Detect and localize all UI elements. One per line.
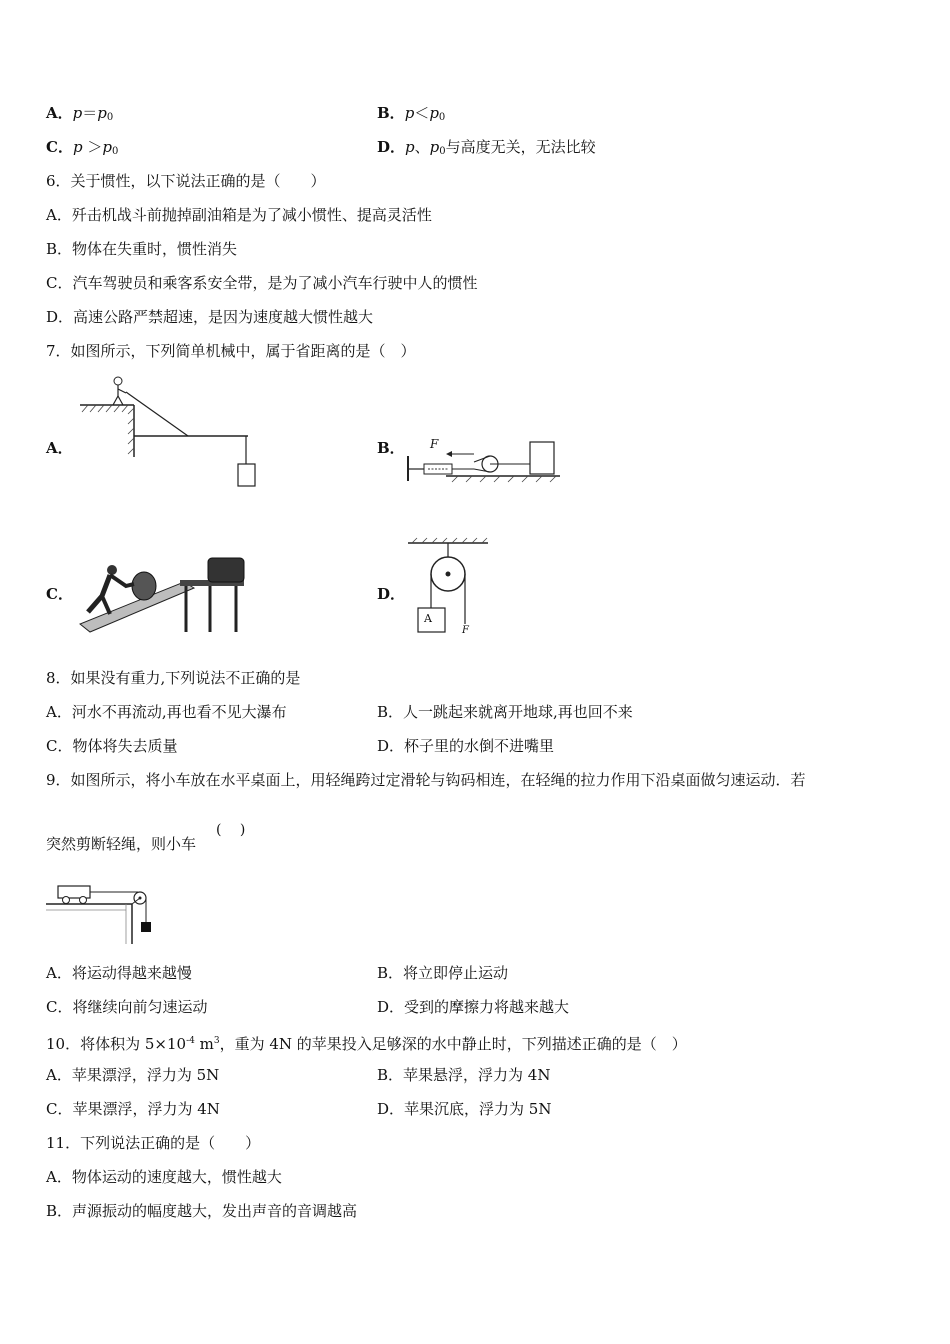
- q8-option-c: C．物体将失去质量: [46, 737, 178, 755]
- q5-option-b-op: ＜: [414, 104, 430, 122]
- q10-option-b: B．苹果悬浮，浮力为 4N: [377, 1066, 551, 1084]
- q7-figure-c-ramp: [74, 556, 250, 636]
- q6-option-d: D．高速公路严禁超速，是因为速度越大惯性越大: [46, 308, 374, 326]
- q5-option-a-label: A．: [46, 104, 73, 122]
- q9-stem-line2: 突然剪断轻绳，则小车: [46, 835, 197, 853]
- q7-option-b-label: B．: [377, 439, 405, 457]
- q5-option-d-var: p: [405, 138, 415, 156]
- q5-option-b: [377, 103, 445, 128]
- q10-stem-post: ，重为 4N 的苹果投入足够深的水中静止时，下列描述正确的是（ ）: [219, 1035, 687, 1053]
- q5-option-a-op: ＝: [82, 104, 98, 122]
- q5-option-a-var2: p: [97, 104, 107, 122]
- q5-option-c-sub: 0: [111, 146, 119, 157]
- q5-option-a-var: p: [72, 104, 83, 122]
- q5-option-c-var: p: [72, 138, 83, 156]
- q5-option-d-var2: p: [429, 138, 440, 156]
- q10-stem-pre: 10．将体积为 5×10: [46, 1035, 187, 1053]
- q6-option-b: B．物体在失重时，惯性消失: [46, 240, 238, 258]
- q7-figure-b-pulley: [404, 436, 564, 490]
- q10-option-d: D．苹果沉底，浮力为 5N: [377, 1100, 552, 1118]
- q10-stem-unit: m: [194, 1035, 214, 1053]
- q10-stem-exponent: -4: [186, 1036, 195, 1046]
- q6-stem: 6．关于惯性，以下说法正确的是（ ）: [46, 172, 326, 190]
- q8-option-a: A．河水不再流动,再也看不见大瀑布: [46, 703, 287, 721]
- q7-figure-d-force-label: F: [462, 625, 469, 636]
- q5-option-d-sub: 0: [439, 146, 446, 157]
- q5-option-c-var2: p: [102, 138, 112, 156]
- q8-option-b: B．人一跳起来就离开地球,再也回不来: [377, 703, 633, 721]
- q9-option-a: A．将运动得越来越慢: [46, 964, 192, 982]
- q10-stem: [46, 1031, 687, 1054]
- q5-option-c-label: C．: [46, 138, 73, 156]
- q9-figure-cart-pulley: [44, 880, 160, 946]
- q11-option-a: A．物体运动的速度越大，惯性越大: [46, 1168, 282, 1186]
- q5-option-c: [46, 137, 118, 162]
- q5-option-a: [46, 103, 113, 128]
- q9-option-d: D．受到的摩擦力将越来越大: [377, 998, 570, 1016]
- q7-option-d-label: D．: [377, 585, 406, 603]
- q5-option-b-label: B．: [377, 104, 405, 122]
- q7-figure-a-lever: [76, 372, 266, 492]
- q9-option-c: C．将继续向前匀速运动: [46, 998, 208, 1016]
- q8-stem: 8．如果没有重力,下列说法不正确的是: [46, 669, 301, 687]
- q5-option-d-tail: 与高度无关，无法比较: [445, 138, 596, 156]
- q5-option-d-label: D．: [377, 138, 406, 156]
- q10-option-c: C．苹果漂浮，浮力为 4N: [46, 1100, 220, 1118]
- q7-stem: 7．如图所示，下列简单机械中，属于省距离的是（ ）: [46, 342, 416, 360]
- q8-option-d: D．杯子里的水倒不进嘴里: [377, 737, 555, 755]
- q10-stem-unit-exponent: 3: [213, 1036, 220, 1046]
- q5-option-a-sub: 0: [106, 112, 114, 123]
- q10-option-a: A．苹果漂浮，浮力为 5N: [46, 1066, 220, 1084]
- q6-option-a: A．歼击机战斗前抛掉副油箱是为了减小惯性、提高灵活性: [46, 206, 432, 224]
- q7-option-a-label: A．: [46, 439, 73, 457]
- q5-option-b-sub: 0: [438, 112, 446, 123]
- q9-answer-paren: ( ): [216, 822, 246, 838]
- q11-option-b: B．声源振动的幅度越大，发出声音的音调越高: [46, 1202, 358, 1220]
- q7-figure-b-force-label: F: [430, 437, 439, 451]
- q11-stem: 11．下列说法正确的是（ ）: [46, 1134, 261, 1152]
- q5-option-b-var: p: [404, 104, 415, 122]
- q5-option-d-sep: 、: [414, 138, 430, 156]
- q5-option-c-op: ＞: [82, 138, 103, 156]
- q5-option-d: [377, 137, 596, 162]
- q5-option-b-var2: p: [429, 104, 439, 122]
- q6-option-c: C．汽车驾驶员和乘客系安全带，是为了减小汽车行驶中人的惯性: [46, 274, 478, 292]
- q9-stem-line1: 9．如图所示，将小车放在水平桌面上，用轻绳跨过定滑轮与钩码相连，在轻绳的拉力作用下沿桌面做匀速运动．若: [46, 771, 806, 789]
- q9-option-b: B．将立即停止运动: [377, 964, 509, 982]
- q7-figure-d-fixed-pulley: [404, 536, 494, 640]
- q7-figure-d-block-label: A: [424, 612, 432, 625]
- q7-option-c-label: C．: [46, 585, 73, 603]
